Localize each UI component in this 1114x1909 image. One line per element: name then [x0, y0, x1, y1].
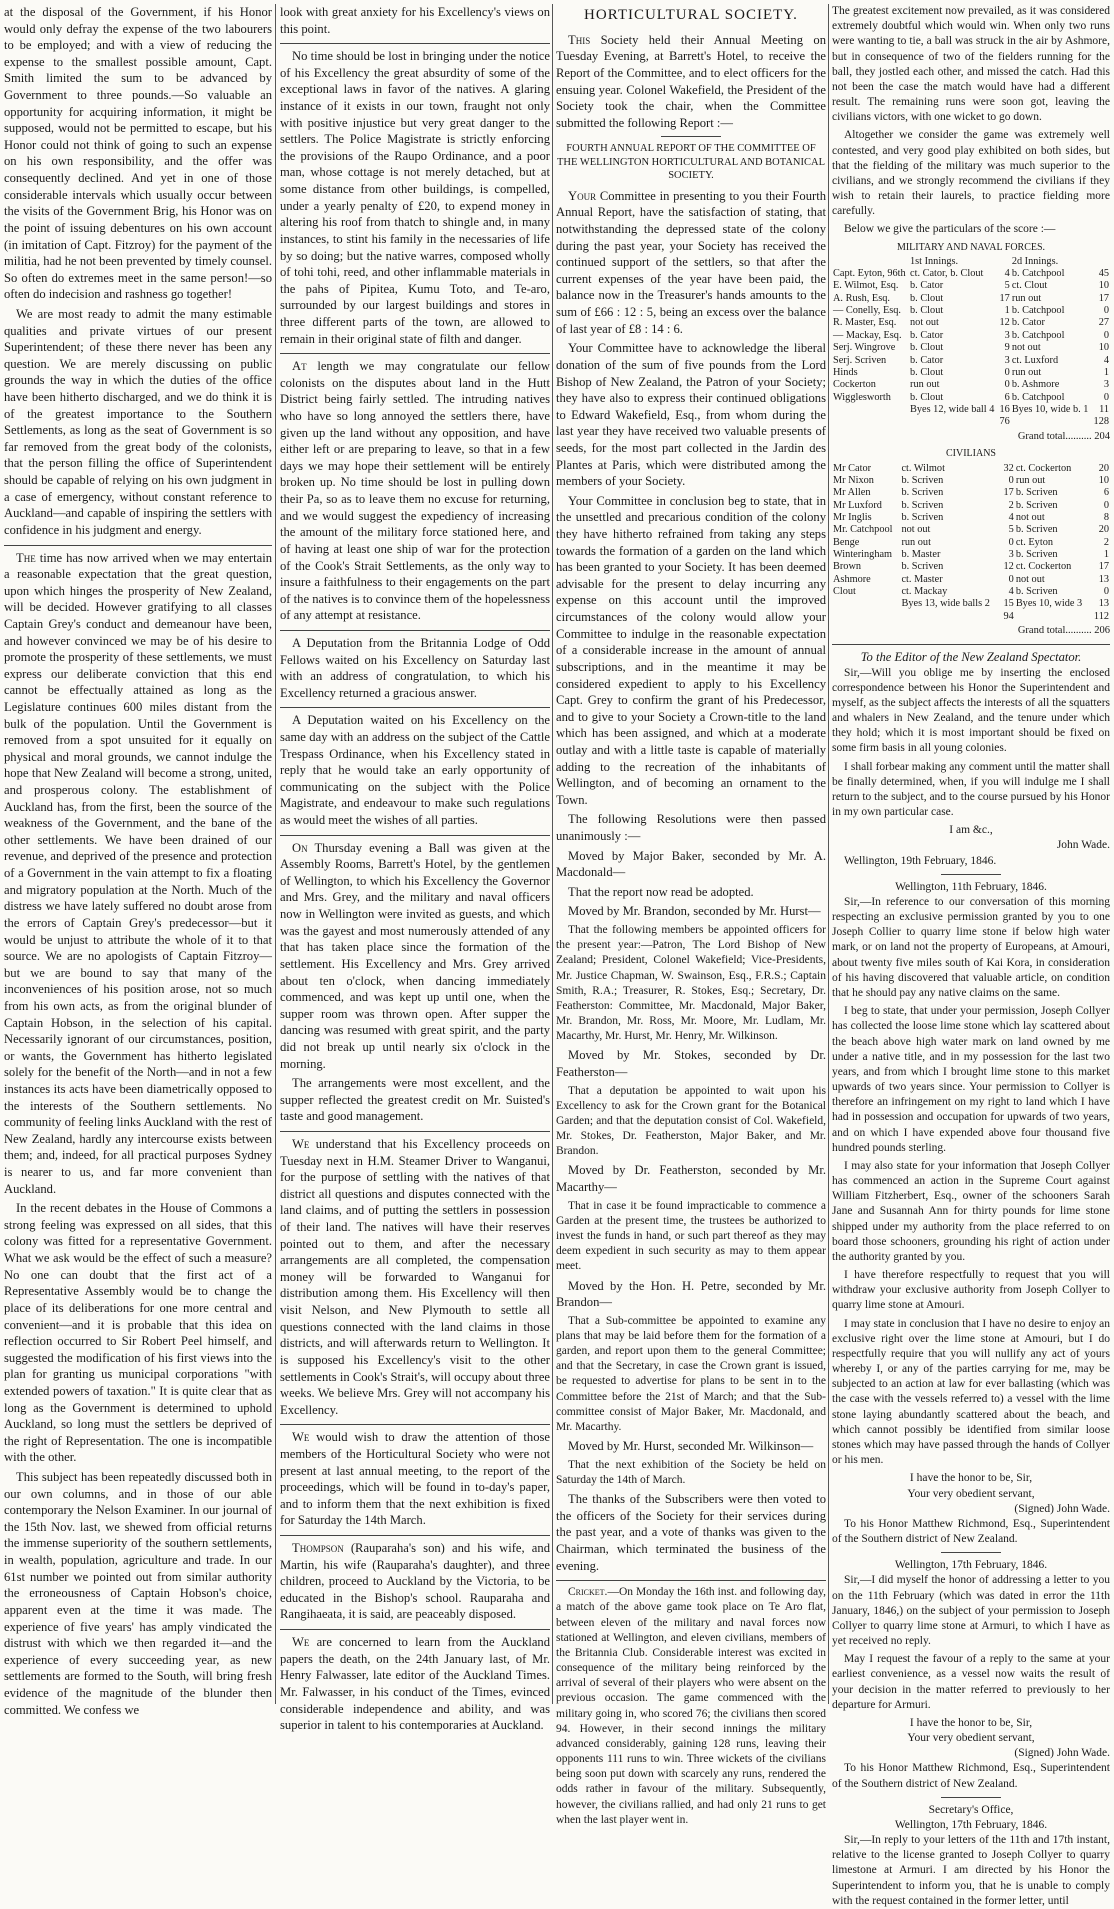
dismissal: b. Scriven	[901, 474, 944, 486]
paragraph: This subject has been repeatedly discussed both in our own columns, and in those of our able contemporary the Nelson Examiner. In our journal of the 15th Nov. last, we shewed from official returns the immense superiority of the southern settlements, in wealth, population, agriculture and trade. In our 61st number we pointed out from similar authority the erroneousness of Captain Hobson's choice, apparent even at the time it was made. The experience of five years' has amply vindicated the distrust with which we then regarded it—and the experience of every succeeding year, as new settlements are formed to the South, will bring fresh evidence of the magnitude of the blunder then committed. We confess we	[4, 1470, 272, 1717]
letter-close: I have the honor to be, Sir,	[909, 1716, 1033, 1729]
letter-address: To his Honor Matthew Richmond, Esq., Superintendent of the Southern district of New Zealand.	[832, 1762, 1110, 1790]
runs: 6	[1103, 487, 1109, 499]
paragraph-text: Thursday evening a Ball was given at the Assembly Rooms, Barrett's Hotel, by the gentlemen of Wellington, to which his Excellency the Governor and Mrs. Grey, and the military and naval officers now in Wellington were invited as guests, and which was the gayest and most numerously attended of any that has taken place since the formation of the settlement. His Excellency and Mrs. Grey arrived about ten o'clock, when dancing immediately commenced, and was kept up until one, when the supper room was thrown open. After supper the dancing was resumed with great spirit, and the party did not break up until nearly six o'clock in the morning.	[280, 840, 550, 1071]
runs: 0	[1103, 586, 1109, 598]
dismissal: Byes 12, wide ball 4	[910, 403, 995, 415]
score-row	[832, 293, 1110, 305]
lead-word: We	[292, 1635, 310, 1650]
lead-word: Cricket.	[568, 1586, 608, 1599]
dismissal: b. Scriven	[1015, 487, 1058, 499]
score-row	[832, 524, 1110, 536]
dismissal: b. Catchpool	[1011, 305, 1065, 317]
player-name: R. Master, Esq.	[833, 317, 897, 329]
civilian-score-table	[832, 463, 1110, 623]
runs: 17	[1098, 561, 1109, 573]
runs: 5	[1004, 280, 1010, 292]
player-name: Mr Cator	[833, 462, 872, 474]
runs: 4	[1103, 354, 1109, 366]
paragraph: Sir,—Will you oblige me by inserting the enclosed correspondence between his Honor the Superintendent and myself, as the subject affects the interests of all the squatters and whalers in New Zealand, and the tenure under which they hold; which it is most important should be fixed on some firm basis in all young colonies.	[832, 666, 1110, 755]
dismissal: b. Scriven	[901, 487, 944, 499]
runs: 1	[1103, 366, 1109, 378]
article-ball	[280, 835, 550, 1125]
paragraph: A Deputation from the Britannia Lodge of Odd Fellows waited on his Excellency on Saturday last with an address of congratulation, to which his Excellency returned a gracious answer.	[280, 635, 550, 700]
dismissal: b. Catchpool	[1011, 268, 1065, 280]
column-1	[4, 4, 272, 1717]
dismissal: b. Cator	[1011, 317, 1045, 329]
paragraph: That a deputation be appointed to wait upon his Excellency to ask for the Crown grant for the Botanical Garden; and that the deputation consist of Col. Wakefield, Mr. Stokes, Dr. Featherston, Major Baker, and Mr. Brandon.	[556, 1084, 826, 1158]
article-thompson	[280, 1535, 550, 1623]
paragraph: I may state in conclusion that I have no desire to enjoy an exclusive right over the lime stone at Amouri, but I do respectfully require that you will nullify any act of yours whereby I, or any of the parties carrying for me, may be subjected to an action at law for ever ballasting (which was the case with the vessels referred to) a vessel with the lime stone laying abundantly scattered about the beach, and which cannot possibly be identified from similar loose stones which may have passed through the hands of Collyer or his men.	[832, 1317, 1110, 1467]
score-row	[832, 500, 1110, 512]
paragraph-text: —On Monday the 16th inst. and following day, a match of the above game took place on Te Aro flat, between eleven of the military and naval forces now stationed at Wellington, and eleven civilians, members of the Britannia Club. Considerable interest was excited in consequence of the military being reinforced by the arrival of several of their players who were absent on the previous occasion. The game commenced with the military going in, who scored 76; the civilians then scored 94. However, in their second innings the military advanced considerably, gaining 128 runs, leaving their opponents 111 runs to win. Three wickets of the civilians being soon put down with scarcely any runs, rendered the odds rather in favour of the military. Subsequently, however, the civilians rallied, and had only 21 runs to get when the last player went in.	[556, 1586, 826, 1826]
paragraph: I may also state for your information that Joseph Collyer has commenced an action in the Supreme Court against William Fitzherbert, Esq., owner of the schooners Sarah Jane and Susannah Ann for thirty pounds for lime stone shipped under my authority from the place referred to on board those schooners, grounding his right of action under the authority granted by you.	[832, 1159, 1110, 1263]
runs: 11	[1099, 403, 1109, 415]
dismissal: b. Scriven	[1015, 524, 1058, 536]
paragraph-text: length we may congratulate our fellow colonists on the disputes about land in the Hutt District being fairly settled. The intruding natives who have so long annoyed the settlers there, have given up the land without any opposition, and have either left or are preparing to leave, so that in a few days we may hope their settlement will be entirely broken up. No time should be lost in pulling down their Pa, so as to leave them no excuse for returning, and we would suggest the expediency of increasing the amount of the military force stationed here, and of having at least one ship of war for the protection of the Cook's Strait Settlements, as the only way to insure a faithfulness to their engagements on the part of the natives is to convince them of the hopelessness of any attempt at resistance.	[280, 359, 550, 623]
signature: (Signed) John Wade.	[1014, 1502, 1110, 1515]
grand-total: Grand total.......... 206	[1017, 625, 1110, 637]
paragraph: A Deputation waited on his Excellency on the same day with an address on the subject of the Cattle Trespass Ordinance, when his Excellency stated in reply that he would take an early opportunity of communicating on the subject with the Police Magistrate, and endeavour to make such regulations as would meet the wishes of all parties.	[280, 713, 550, 828]
runs: 16	[999, 403, 1010, 415]
article-raupo-ordinance	[280, 43, 550, 347]
score-row	[832, 280, 1110, 292]
player-name	[832, 598, 900, 610]
paragraph: Below we give the particulars of the score :—	[844, 223, 1056, 236]
column-rule	[552, 4, 553, 1704]
paragraph-text: time has now arrived when we may entertain a reasonable expectation that the great question, upon which hinges the prosperity of New Zealand, will be decided. However gratifying to all classes Captain Grey's conduct and demeanour have been, and however convinced we may be of his desire to promote the prosperity of these settlements, we must express our deliberate conviction that this end cannot be effectually attained as long as the Legislature continues 600 miles distant from the bulk of the population. Until the Government is removed from a spot unsuited for it equally on physical and moral grounds, we cannot indulge the hope that New Zealand will become a strong, united, and prosperous colony. The establishment of Auckland has, from the first, been the source of the weakness of the Government, and the bane of the other settlements. We have been drained of our revenue, and deprived of the presence and protection of a Government in the vain attempt to fix a floating and migratory population at the North. Much of the distress we have lately suffered no doubt arose from the errors of Captain Grey's predecessor—but it would be unjust to attribute the whole of it to that source. We are no apologists of Captain Fitzroy—but we are bound to say that many of the inconveniences of his position arose, not so much from his own acts, as from the original blunder of Captain Hobson, in the selection of his capital. Necessarily ignorant of our circumstances, position, or wants, the Government has hitherto legislated solely for the benefit of the North—and in not a few instances its acts have been diametrically opposed to the interests of the Southern settlements. No community of feeling links Auckland with the rest of New Zealand, hardly any intercourse exists between them; and, indeed, for all practical purposes Sydney is nearer to us, and far more convenient than Auckland.	[4, 550, 272, 1196]
score-row	[832, 598, 1110, 610]
dismissal: b. Master	[901, 549, 941, 561]
paragraph: That a Sub-committee be appointed to examine any plans that may be laid before them for the formation of a garden, and report upon them to the general Committee; and that the Secretary, in case the Crown grant is issued, be requested to advertise for plans to be sent in to the Committee before the 21st of March; and that the Sub-committee consist of Major Baker, Mr. Macdonald, and Mr. Macarthy.	[556, 1314, 826, 1433]
score-row	[832, 549, 1110, 561]
paragraph: Moved by the Hon. H. Petre, seconded by Mr. Brandon—	[556, 1278, 826, 1310]
score-row	[832, 561, 1110, 573]
paragraph: Your Committee in conclusion beg to state, that in the unsettled and precarious condition of the colony they have hitherto refrained from taking any steps towards the formation of a garden on the land which has been granted to your Society. It has been deemed advisable for the present to delay incurring any expense on this account until the improved circumstances of the colony would allow your Committee to indulge in the reasonable expectation of a considerable increase in the amount of annual subscriptions, and in the meantime it may be considered expedient to apply to his Excellency Capt. Grey to confirm the grant of his Predecessor, and to give to your Society a Crown-title to the land which has been assigned, and which at a moderate outlay and with a little taste is capable of materially adding to the recreation of the inhabitants of Wellington, and of becoming an ornament to the Town.	[556, 493, 826, 807]
dismissal: not out	[1011, 342, 1041, 354]
runs: 3	[1004, 354, 1010, 366]
innings-label: 2d Innings.	[1011, 255, 1059, 267]
runs: 0	[1004, 379, 1010, 391]
player-name: Mr Luxford	[833, 499, 882, 511]
article-hutt-district	[280, 353, 550, 624]
lead-word: On	[292, 840, 308, 855]
runs: 17	[999, 292, 1010, 304]
paragraph: In the recent debates in the House of Commons a strong feeling was expressed on all sides, that this colony was fitted for a representative Government. What we ask would be the effect of such a measure? No one can doubt that the first act of a Representative Assembly would be to change the place of its deliberations for one more central and convenient—and it is probable that this idea on reflection occurred to Sir Robert Peel himself, and suggested the modification of his first views into the plan for granting us municipal corporations "with extended powers of taxation." It is quite clear that as long as the Government is determined to uphold Auckland, so long must the settlers be deprived of the right of Representation. The one is incompatible with the other.	[4, 1201, 272, 1465]
letter-close: I am &c.,	[949, 824, 993, 837]
letter-date: Wellington, 11th February, 1846.	[895, 880, 1047, 893]
dismissal: ct. Eyton	[1015, 536, 1053, 548]
article-horticultural-notice	[280, 1424, 550, 1529]
score-row	[832, 463, 1110, 475]
runs: 3	[1004, 329, 1010, 341]
dismissal: run out	[1011, 366, 1042, 378]
runs: 45	[1098, 268, 1109, 280]
score-row	[832, 475, 1110, 487]
runs: 3	[1103, 379, 1109, 391]
dismissal: ct. Master	[901, 573, 943, 585]
dismissal: run out	[1011, 292, 1042, 304]
dismissal: Byes 10, wide b. 1	[1011, 403, 1089, 415]
runs: 2	[1103, 536, 1109, 548]
score-total: 94	[1003, 610, 1014, 622]
runs: 0	[1103, 391, 1109, 403]
dismissal: not out	[1015, 512, 1045, 523]
paragraph: Moved by Dr. Featherston, seconded by Mr. Macarthy—	[556, 1163, 826, 1195]
paragraph: Sir,—I did myself the honor of addressing a letter to you on the 11th February (which was dated in error the 11th January, 1846,) on the subject of your permission to Joseph Collyer to quarry lime stone at Armuri, to which I have as yet received no reply.	[832, 1574, 1110, 1648]
runs: 5	[1008, 524, 1014, 536]
innings-label: 1st Innings.	[910, 255, 959, 267]
runs: 0	[1103, 329, 1109, 341]
runs: 15	[1003, 598, 1014, 610]
dismissal: b. Ashmore	[1011, 379, 1060, 391]
grand-total: Grand total.......... 204	[1017, 430, 1110, 442]
player-name: Hinds	[833, 366, 858, 378]
paragraph: I shall forbear making any comment until the matter shall be finally determined, when, if you will indulge me I shall return to the subject, and to the course pursued by his Honor in my own particular case.	[832, 760, 1110, 819]
runs: 4	[1008, 512, 1014, 523]
dismissal: b. Cator	[910, 329, 944, 341]
dismissal: b. Clout	[910, 342, 944, 354]
divider	[941, 874, 1001, 875]
dismissal: ct. Cockerton	[1015, 561, 1072, 573]
letter-heading: To the Editor of the New Zealand Spectator.	[860, 649, 1082, 664]
score-row	[832, 330, 1110, 342]
runs: 12	[1003, 561, 1014, 573]
letter-to-editor	[832, 644, 1110, 869]
paragraph: Your Committee have to acknowledge the liberal donation of the sum of five pounds from the Lord Bishop of New Zealand, the Patron of your Society; they have also to express their continued obligations to Edward Wakefield, Esq., from whom during the last year they have received two valuable presents of seeds, for the most part collected in the Jardin des Plantes at Paris, which were distributed among the members of your Society.	[556, 341, 826, 489]
dismissal: Byes 13, wide balls 2	[901, 598, 990, 610]
paragraph-text: understand that his Excellency proceeds on Tuesday next in H.M. Steamer Driver to Wanganui, for the purpose of settling with the natives of that district all questions and disputes connected with the land claims, and of putting the settlers in possession of their land. The natives will have their reserves pointed out to them, and after the necessary arrangements are all completed, the compensation money will be forwarded to Wanganui for distribution among them. His Excellency will then visit Nelson, and New Plymouth to settle all questions connected with the land claims in those districts, and will afterwards return to Wellington. It is supposed his Excellency's visit to the other settlements in Cook's Strait's, will occupy about three weeks. We believe Mrs. Grey will not accompany his Excellency.	[280, 1137, 550, 1417]
runs: 2	[1008, 499, 1014, 511]
dismissal: b. Clout	[910, 292, 944, 304]
player-name: Ashmore	[833, 573, 871, 585]
paragraph-text: Society held their Annual Meeting on Tuesday Evening, at Barrett's Hotel, to receive the Report of the Committee, and to elect officers for the ensuing year. Colonel Wakefield, the President of the Society took the chair, when the Committee submitted the following Report :—	[556, 32, 826, 130]
dismissal: b. Scriven	[901, 499, 944, 511]
article-superintendent	[4, 4, 272, 539]
civilian-score-rows	[832, 463, 1110, 611]
paragraph-text: (Rauparaha's son) and his wife, and Martin, his wife (Rauparaha's daughter), and three children, proceed to Auckland by the Victoria, to be educated in the Bishop's school. Rauparaha and Rangihaeata, it is said, are peaceably disposed.	[280, 1541, 550, 1622]
paragraph-text: would wish to draw the attention of those members of the Horticultural Society who were not present at last annual meeting, to the report of the proceedings, which will be found in to-day's paper, and to inform them that the next exhibition is fixed for Saturday the 14th March.	[280, 1430, 550, 1528]
paragraph: The thanks of the Subscribers were then voted to the officers of the Society for their services during the past year, and a vote of thanks was given to the Chairman, which terminated the business of the evening.	[556, 1492, 826, 1573]
dismissal: b. Scriven	[1015, 499, 1058, 511]
player-name: Wigglesworth	[833, 391, 891, 403]
player-name: Mr Nixon	[833, 474, 874, 486]
runs: 9	[1004, 342, 1010, 354]
score-row	[832, 305, 1110, 317]
dismissal: b. Scriven	[901, 512, 944, 523]
divider	[941, 1797, 1001, 1798]
runs: 17	[1098, 292, 1109, 304]
article-odd-fellows	[280, 630, 550, 701]
runs: 4	[1008, 586, 1014, 598]
player-name: A. Rush, Esq.	[833, 292, 890, 304]
paragraph: Moved by Major Baker, seconded by Mr. A. Macdonald—	[556, 848, 826, 880]
runs: 0	[1103, 499, 1109, 511]
paragraph: Moved by Mr. Brandon, seconded by Mr. Hurst—	[568, 904, 821, 919]
paragraph: look with great anxiety for his Excellency's views on this point.	[280, 5, 550, 36]
article-wanganui	[280, 1131, 550, 1418]
divider	[941, 1552, 1001, 1553]
player-name: Mr. Catchpool	[833, 524, 893, 536]
score-row	[832, 487, 1110, 499]
dismissal: b. Catchpool	[1011, 329, 1065, 341]
runs: 0	[1004, 366, 1010, 378]
dismissal: b. Clout	[910, 391, 944, 403]
runs: 13	[1098, 573, 1109, 585]
player-name: — Conelly, Esq.	[833, 305, 901, 317]
letter-close: Your very obedient servant,	[907, 1487, 1035, 1500]
runs: 6	[1004, 391, 1010, 403]
letter-date: Wellington, 17th February, 1846.	[894, 1559, 1048, 1572]
divider	[661, 136, 721, 137]
paragraph: We are most ready to admit the many estimable qualities and private virtues of our present Superintendent; of these there never has been any question. We are merely discussing on public grounds the way in which the duties of the office have been hitherto discharged, and we do think it is of the greatest importance to the Southern Settlements, as long as the seat of Government is so far removed from the great body of the colonists, that the person filling the office of Superintendent should be capable of relying on his own judgment in a case of emergency, without constant reference to Auckland—and capable of inspiring the settlers with confidence in his judgment and energy.	[4, 306, 272, 537]
dismissal: ct. Cator, b. Clout	[910, 268, 984, 280]
signature: John Wade.	[1056, 839, 1110, 852]
dismissal: run out	[901, 536, 931, 548]
letter-close: I have the honor to be, Sir,	[909, 1472, 1033, 1485]
lead-word: Thompson	[292, 1541, 344, 1556]
lead-word: At	[292, 359, 307, 374]
paragraph: I have therefore respectfully to request that you will withdraw your exclusive authority from Joseph Collyer to quarry lime stone at Amouri.	[832, 1269, 1110, 1312]
article-cattle-trespass	[280, 707, 550, 828]
runs: 0	[1008, 536, 1014, 548]
score-caption: MILITARY AND NAVAL FORCES.	[896, 241, 1046, 253]
runs: 32	[1003, 462, 1014, 474]
score-row	[832, 355, 1110, 367]
dismissal: run out	[1015, 474, 1046, 486]
paragraph: That in case it be found impracticable to commence a Garden at the present time, the trustees be authorized to invest the funds in hand, or such part thereof as they may deem expedient in such security as may to them appear meet.	[556, 1199, 826, 1273]
runs: 20	[1098, 524, 1109, 536]
runs: 0	[1103, 305, 1109, 317]
dismissal: b. Catchpool	[1011, 391, 1065, 403]
score-row	[832, 586, 1110, 598]
paragraph: I beg to state, that under your permission, Joseph Collyer has collected the loose lime stone which lay scattered about the beach above high water mark on land owned by me under a native title, and in my possession for the last two years, and from which I brought lime stone to this market upwards of two years since. Your permission to Collyer is therefore an infringement on my right to land which I have had in possession and occupation for upwards of two years, and on which I have expended above four thousand five hundred pounds sterling.	[832, 1005, 1110, 1154]
runs: 27	[1098, 317, 1109, 329]
paragraph: Sir,—In reply to your letters of the 11th and 17th instant, relative to the license granted to Joseph Collyer to quarry limestone at Armuri. I am directed by his Honor the Superintendent to inform you, that he is unable to comply with the request contained in the former letter, until	[832, 1834, 1110, 1907]
score-row	[832, 512, 1110, 524]
paragraph: That the following members be appointed officers for the present year:—Patron, The Lord Bishop of New Zealand; President, Colonel Wakefield; Vice-Presidents, Mr. Justice Chapman, W. Swainson, Esq., F.R.S.; Captain Smith, R.A.; Treasurer, R. Stokes, Esq.; Secretary, Dr. Featherston: Committee, Mr. Macdonald, Major Baker, Mr. Brandon, Mr. Ross, Mr. Moore, Mr. Ludlam, Mr. Macarthy, Mr. Hurst, Mr. Henry, Mr. Wilkinson.	[556, 924, 826, 1043]
letter-date: Wellington, 19th February, 1846.	[844, 854, 997, 867]
dismissal: ct. Luxford	[1011, 354, 1059, 366]
section-heading: HORTICULTURAL SOCIETY.	[584, 7, 798, 23]
player-name: Serj. Scriven	[833, 354, 887, 366]
lead-word: We	[292, 1430, 310, 1445]
paragraph: May I request the favour of a reply to the same at your earliest convenience, as a vessel now waits the result of your decision in the matter referred to previously to her departure for Armuri.	[832, 1653, 1110, 1711]
player-name: Brown	[833, 561, 862, 573]
score-total: 128	[1093, 416, 1109, 428]
runs: 3	[1008, 549, 1014, 561]
lead-word: We	[292, 1137, 310, 1151]
paragraph-text: Committee in presenting to you their Fourth Annual Report, have the satisfaction of stating, that notwithstanding the depressed state of the colony during the past year, your Society has received the continued support of the settlers, so that after the current expenses of the year have been paid, the balance now in the Treasurer's hands amounts to the sum of £66 : 12 : 5, being an excess over the balance of last year of £8 : 14 : 6.	[556, 188, 826, 336]
player-name	[832, 404, 909, 416]
runs: 10	[1098, 280, 1109, 292]
player-name: Benge	[833, 536, 860, 548]
paragraph: That the next exhibition of the Society be held on Saturday the 14th of March.	[556, 1458, 826, 1486]
paragraph: Moved by Mr. Stokes, seconded by Dr. Featherston—	[556, 1048, 826, 1080]
dismissal: not out	[910, 317, 939, 329]
paragraph: The arrangements were most excellent, and the supper reflected the greatest credit on Mr. Suisted's taste and good management.	[280, 1076, 550, 1124]
lead-word: The	[16, 550, 36, 565]
article-seat-of-government	[4, 545, 272, 1719]
runs: 12	[999, 317, 1010, 329]
score-row	[832, 574, 1110, 586]
runs: 13	[1098, 598, 1109, 610]
score-total: 76	[999, 416, 1010, 428]
lead-word: Your	[568, 188, 597, 203]
runs: 20	[1098, 462, 1109, 474]
column-rule	[275, 4, 276, 1704]
dismissal: b. Scriven	[1015, 549, 1058, 561]
player-name: Mr Allen	[833, 487, 871, 499]
runs: 10	[1098, 342, 1109, 354]
paragraph: Altogether we consider the game was extremely well contested, and very good play exhibited on both sides, but that the fielding of the military was much superior to the civilians, and we strongly recommend the civilians if they wish to retain their laurels, to practice fielding more carefully.	[832, 129, 1110, 218]
runs: 1	[1103, 549, 1109, 561]
player-name: E. Wilmot, Esq.	[833, 280, 899, 292]
score-row	[832, 537, 1110, 549]
dismissal: ct. Mackay	[901, 586, 948, 598]
player-name: Winteringham	[833, 549, 893, 561]
score-total: 112	[1093, 610, 1109, 622]
player-name: — Mackay, Esq.	[833, 329, 902, 341]
player-name: Serj. Wingrove	[833, 342, 896, 354]
dismissal: not out	[901, 524, 931, 536]
player-name: Capt. Eyton, 96th	[833, 268, 906, 280]
score-row	[832, 268, 1110, 280]
dismissal: b. Clout	[910, 366, 944, 378]
score-caption: CIVILIANS	[946, 448, 996, 460]
dismissal: b. Scriven	[1015, 586, 1058, 598]
office-line: Secretary's Office,	[928, 1803, 1014, 1816]
paragraph: No time should be lost in bringing under the notice of his Excellency the great absurdity of some of the exceptional laws in favor of the natives. A glaring instance of it exists in our town, fraught not only with positive injustice but very great danger to the settlers. The Police Magistrate is strictly enforcing the provisions of the Raupo Ordinance, and a poor man, whose cottage is not merely detached, but at some distance from other buildings, is compelled, under a yearly penalty of £20, to expend money in altering his roof from thatch to shingle and, in many instances, to stint his family in the necessaries of life by so doing; but the native warres, composed wholly of tohi tohi, reed, and other inflammable materials in the pahs of Pipitea, Kumu Toto, and Te-aro, surrounded by our largest buildings and stores in three different parts of the town, are allowed to remain in their original state of filth and danger.	[280, 49, 550, 346]
player-name: Cockerton	[833, 379, 876, 391]
dismissal: run out	[910, 379, 940, 391]
letter-date: Wellington, 17th February, 1846.	[894, 1818, 1048, 1831]
military-score-rows	[832, 268, 1110, 416]
military-score-table	[832, 256, 1110, 429]
letter-close: Your very obedient servant,	[907, 1732, 1035, 1745]
runs: 1	[1004, 305, 1010, 317]
runs: 4	[1004, 268, 1010, 280]
paragraph-text: are concerned to learn from the Auckland papers the death, on the 24th January last, of Mr. Henry Falwasser, late editor of the Auckland Times. Mr. Falwasser, in his conduct of the Times, evinced considerable independence and ability, and was superior in talent to his contemporaries at Auckland.	[280, 1635, 550, 1733]
signature: (Signed) John Wade.	[1014, 1747, 1110, 1760]
runs: 8	[1103, 512, 1109, 523]
score-row	[832, 342, 1110, 354]
score-row	[832, 404, 1110, 416]
dismissal: not out	[1015, 573, 1045, 585]
paragraph: Moved by Mr. Hurst, seconded Mr. Wilkinson—	[568, 1439, 814, 1454]
column-3	[556, 4, 826, 1826]
paragraph: That the report now read be adopted.	[568, 884, 754, 899]
article-falwasser	[280, 1629, 550, 1734]
score-row	[832, 367, 1110, 379]
paragraph: The following Resolutions were then passed unanimously :—	[556, 812, 826, 843]
score-row	[832, 317, 1110, 329]
paragraph: Sir,—In reference to our conversation of this morning respecting an exclusive permission granted by you to one Joseph Collier to quarry lime stone if below high water mark, or on land not the property of Europeans, at Amouri, about twenty five miles south of Kai Kora, in consideration of his having discovered that valuable article, on condition that he should pay any native claims on the same.	[832, 895, 1110, 999]
report-heading: FOURTH ANNUAL REPORT OF THE COMMITTEE OF THE WELLINGTON HORTICULTURAL AND BOTANICAL SOCIETY.	[556, 143, 825, 181]
runs: 0	[1008, 573, 1014, 585]
dismissal: Byes 10, wide 3	[1015, 598, 1083, 610]
runs: 17	[1003, 487, 1014, 499]
dismissal: b. Clout	[910, 305, 944, 317]
column-2	[280, 4, 550, 1733]
player-name: Clout	[833, 586, 856, 598]
dismissal: ct. Wilmot	[901, 462, 945, 474]
paragraph: The greatest excitement now prevailed, as it was considered extremely doubtful which would win. When only two runs were wanting to tie, a ball was struck in the air by Ashmore, but in consequence of two of the fielders running for the ball, they jostled each other, and missed the catch. Had this not been the case the match would have had a different result. The remaining runs were soon got, leaving the civilians victors, with one wicket to go down.	[832, 5, 1110, 124]
paragraph: at the disposal of the Government, if his Honor would only defray the expense of the two labourers to be employed; and with a view of reducing the expense to the smallest possible amount, Capt. Smith limited the sum to be advanced by Government to three pounds.—So valuable an opportunity for acquiring information, it might be supposed, would not be permitted to escape, but his Honor could not think of going to such an expense on his own responsibility, and the offer was consequently declined. And yet in one of those considerable intervals which usually occur between the visits of the Government Brig, his Honor was on the point of issuing debentures on his own account (in imitation of Capt. Fitzroy) for the payment of the militia, had he not been prevented by timely counsel. So often do extremes meet in the same person!—so often do indecision and rashness go together!	[4, 5, 272, 302]
column-4	[832, 4, 1110, 1907]
player-name: Mr Inglis	[833, 512, 872, 523]
dismissal: ct. Cockerton	[1015, 462, 1072, 474]
article-cricket	[556, 1580, 826, 1828]
score-row	[832, 392, 1110, 404]
column-rule	[828, 4, 829, 1704]
dismissal: b. Cator	[910, 280, 944, 292]
runs: 10	[1098, 474, 1109, 486]
dismissal: b. Scriven	[901, 561, 944, 573]
score-row	[832, 379, 1110, 391]
letter-address: To his Honor Matthew Richmond, Esq., Superintendent of the Southern district of New Zealand.	[832, 1517, 1110, 1546]
dismissal: ct. Clout	[1011, 280, 1048, 292]
lead-word: This	[568, 32, 591, 47]
runs: 0	[1008, 474, 1014, 486]
dismissal: b. Cator	[910, 354, 944, 366]
